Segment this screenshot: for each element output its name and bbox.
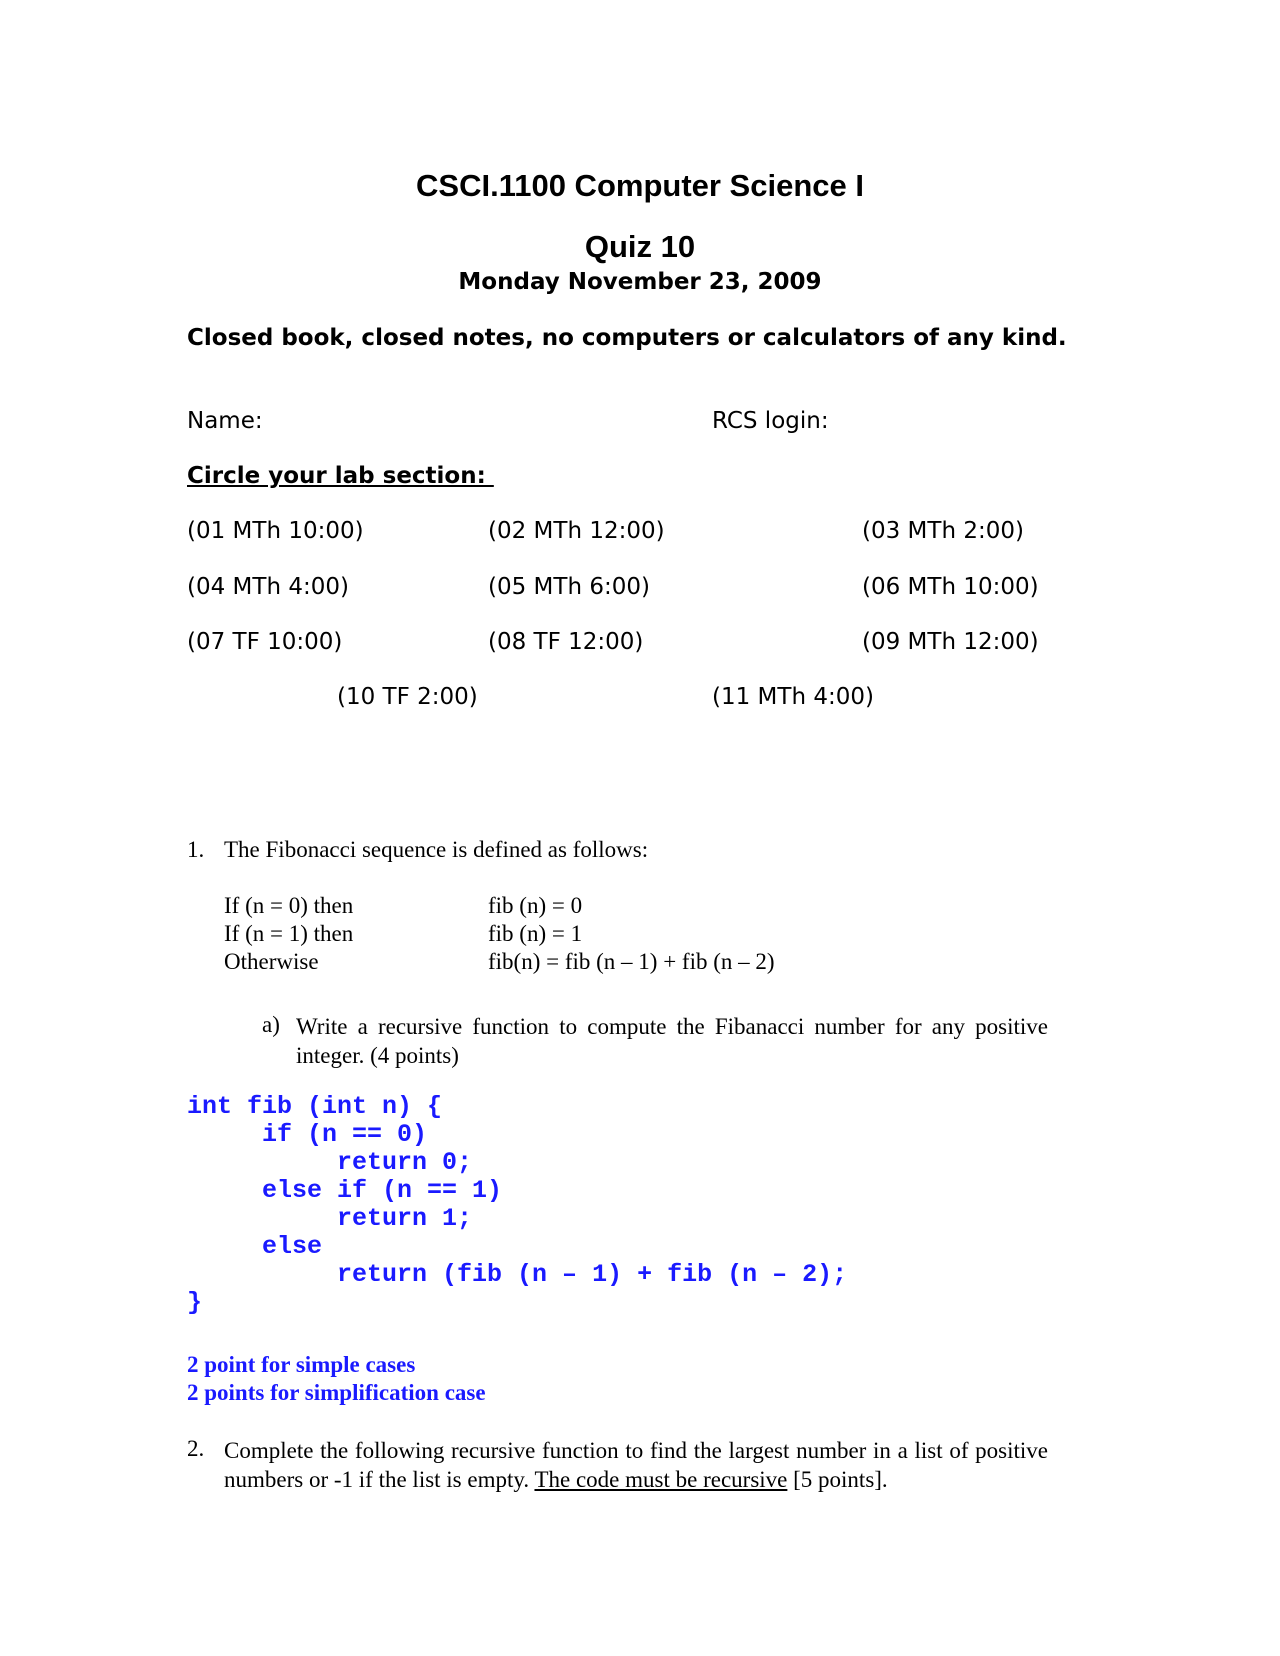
lab-section-option[interactable]: (04 MTh 4:00) <box>187 574 349 600</box>
question-2-emphasis: The code must be recursive <box>534 1467 788 1492</box>
code-line: } <box>187 1288 203 1317</box>
code-line: else <box>187 1232 323 1261</box>
fib-case-condition: If (n = 1) then <box>224 921 354 946</box>
question-2-text <box>224 1436 1048 1494</box>
code-line: return 1; <box>187 1204 473 1233</box>
code-line: return (fib (n – 1) + fib (n – 2); <box>187 1260 848 1289</box>
fib-case-condition: Otherwise <box>224 949 319 974</box>
lab-section-option[interactable]: (07 TF 10:00) <box>187 629 343 655</box>
code-line: int fib (int n) { <box>187 1092 443 1121</box>
course-title: CSCI.1100 Computer Science I <box>416 168 864 203</box>
lab-section-option[interactable]: (05 MTh 6:00) <box>488 574 650 600</box>
name-label: Name: <box>187 408 263 434</box>
fib-case-expression: fib (n) = 0 <box>488 893 583 918</box>
lab-section-option[interactable]: (06 MTh 10:00) <box>862 574 1039 600</box>
lab-section-option[interactable]: (02 MTh 12:00) <box>488 518 665 544</box>
lab-section-option[interactable]: (01 MTh 10:00) <box>187 518 364 544</box>
lab-section-option[interactable]: (03 MTh 2:00) <box>862 518 1024 544</box>
lab-section-option[interactable]: (11 MTh 4:00) <box>712 684 874 710</box>
rcs-login-label: RCS login: <box>712 408 829 434</box>
question-2-text-start: Complete the following recursive function to find the largest number in a list of positive numbers or -1 if the list is empty. <box>224 1438 1048 1492</box>
fib-case-expression: fib (n) = 1 <box>488 921 583 946</box>
question-1-number: 1. <box>187 837 205 862</box>
question-2-text-end: [5 points]. <box>787 1467 888 1492</box>
code-line: else if (n == 1) <box>187 1176 503 1205</box>
part-a-text: Write a recursive function to compute the Fibanacci number for any positive integer. (4 points) <box>296 1014 1048 1068</box>
lab-section-option[interactable]: (08 TF 12:00) <box>488 629 644 655</box>
quiz-date: Monday November 23, 2009 <box>458 269 822 295</box>
quiz-title: Quiz 10 <box>584 229 696 264</box>
fib-case-expression: fib(n) = fib (n – 1) + fib (n – 2) <box>488 949 775 974</box>
part-a-label: a) <box>262 1012 280 1037</box>
grading-note: 2 point for simple cases <box>187 1352 416 1377</box>
code-line: if (n == 0) <box>187 1120 428 1149</box>
instructions: Closed book, closed notes, no computers or calculators of any kind. <box>187 325 1067 351</box>
fib-case-condition: If (n = 0) then <box>224 893 354 918</box>
code-line: return 0; <box>187 1148 473 1177</box>
question-2-number: 2. <box>187 1436 205 1461</box>
question-1-text: The Fibonacci sequence is defined as follows: <box>224 837 649 862</box>
grading-note: 2 points for simplification case <box>187 1380 486 1405</box>
lab-section-option[interactable]: (10 TF 2:00) <box>337 684 478 710</box>
lab-section-heading: Circle your lab section: <box>187 463 494 489</box>
lab-section-option[interactable]: (09 MTh 12:00) <box>862 629 1039 655</box>
